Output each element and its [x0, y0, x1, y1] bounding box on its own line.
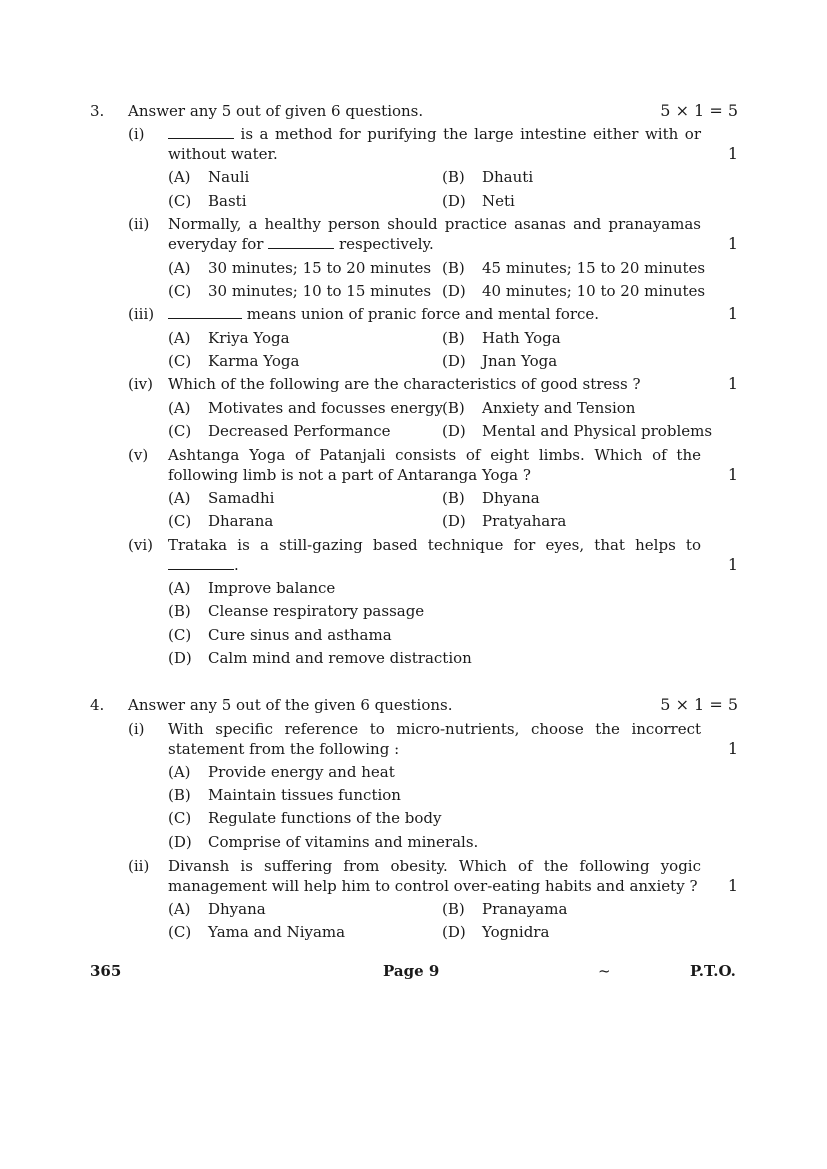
question-marks: 5 × 1 = 5: [660, 695, 738, 714]
option: (D) 40 minutes; 10 to 20 minutes: [442, 282, 706, 300]
item-marks: 1: [727, 555, 738, 574]
item-stem: is a method for purifying the large intestine either with or without water.: [168, 125, 701, 163]
item-marks: 1: [727, 739, 738, 758]
option: (B) Pranayama: [442, 900, 568, 918]
option: (B) Maintain tissues function: [168, 786, 401, 804]
item-number: (vi): [128, 536, 153, 554]
item-number: (iii): [128, 305, 155, 323]
option: (B) Dhyana: [442, 489, 540, 507]
option: (A) Samadhi: [168, 489, 275, 507]
option: (A) Nauli: [168, 168, 250, 186]
pto-label: P.T.O.: [690, 962, 736, 980]
option: (D) Comprise of vitamins and minerals.: [168, 833, 479, 851]
option: (A) Dhyana: [168, 900, 266, 918]
option: (D) Jnan Yoga: [442, 352, 558, 370]
q3-item-iv: [128, 374, 738, 396]
option: (A) Improve balance: [168, 579, 336, 597]
question-marks: 5 × 1 = 5: [660, 101, 738, 120]
q3-item-v: [128, 445, 738, 487]
answer-blank: [168, 124, 234, 139]
option: (D) Neti: [442, 192, 515, 210]
item-number: (ii): [128, 215, 150, 233]
item-stem: Divansh is suffering from obesity. Which of the following yogic management will help him to control over-eating habits and anxiety ?: [168, 857, 701, 895]
answer-blank: [168, 304, 242, 319]
option: (B) Cleanse respiratory passage: [168, 602, 425, 620]
option: (A) Provide energy and heat: [168, 763, 395, 781]
option: (C) Karma Yoga: [168, 352, 300, 370]
item-marks: 1: [727, 465, 738, 484]
item-stem: Trataka is a still-gazing based technique for eyes, that helps to .: [168, 536, 701, 574]
question-number: 4.: [90, 696, 105, 714]
option: (D) Yognidra: [442, 923, 550, 941]
option: (D) Mental and Physical problems: [442, 422, 713, 440]
question-number: 3.: [90, 102, 105, 120]
item-number: (i): [128, 720, 145, 738]
item-number: (i): [128, 125, 145, 143]
option: (C) 30 minutes; 10 to 15 minutes: [168, 282, 432, 300]
tilde-mark: ~: [598, 962, 611, 980]
option: (A) 30 minutes; 15 to 20 minutes: [168, 259, 432, 277]
option: (D) Pratyahara: [442, 512, 567, 530]
option: (D) Calm mind and remove distraction: [168, 649, 472, 667]
question-3-header: [90, 101, 738, 121]
item-stem: means union of pranic force and mental force.: [168, 304, 701, 324]
option: (C) Cure sinus and asthama: [168, 626, 392, 644]
option: (B) Hath Yoga: [442, 329, 561, 347]
item-number: (ii): [128, 857, 150, 875]
item-stem: Ashtanga Yoga of Patanjali consists of eight limbs. Which of the following limb is not a part of Antaranga Yoga ?: [168, 446, 701, 484]
option: (C) Basti: [168, 192, 247, 210]
question-instruction: Answer any 5 out of given 6 questions.: [128, 102, 424, 120]
item-number: (v): [128, 446, 149, 464]
item-stem: With specific reference to micro-nutrients, choose the incorrect statement from the following :: [168, 720, 701, 758]
item-marks: 1: [727, 374, 738, 393]
option: (C) Decreased Performance: [168, 422, 391, 440]
option: (A) Motivates and focusses energy: [168, 399, 444, 417]
q3-item-i: [128, 124, 738, 166]
item-marks: 1: [727, 234, 738, 253]
question-4-header: [90, 695, 738, 715]
item-marks: 1: [727, 304, 738, 323]
answer-blank: [268, 234, 334, 249]
paper-code: 365: [90, 962, 122, 980]
option: (C) Dharana: [168, 512, 274, 530]
option: (C) Yama and Niyama: [168, 923, 346, 941]
q3-item-iii: [128, 304, 738, 326]
q4-item-i: [128, 719, 738, 761]
page-number: Page 9: [383, 962, 440, 980]
q3-item-ii: [128, 214, 738, 256]
option: (C) Regulate functions of the body: [168, 809, 442, 827]
item-stem: Which of the following are the characteristics of good stress ?: [168, 375, 641, 393]
option: (B) Dhauti: [442, 168, 534, 186]
answer-blank: [168, 555, 234, 570]
item-marks: 1: [727, 876, 738, 895]
option: (B) Anxiety and Tension: [442, 399, 636, 417]
q3-item-vi: [128, 535, 738, 577]
item-stem: Normally, a healthy person should practice asanas and pranayamas everyday for respectively.: [168, 215, 701, 253]
q4-item-ii: [128, 856, 738, 898]
option: (A) Kriya Yoga: [168, 329, 290, 347]
item-marks: 1: [727, 144, 738, 163]
question-instruction: Answer any 5 out of the given 6 questions.: [128, 696, 453, 714]
option: (B) 45 minutes; 15 to 20 minutes: [442, 259, 706, 277]
item-number: (iv): [128, 375, 153, 393]
